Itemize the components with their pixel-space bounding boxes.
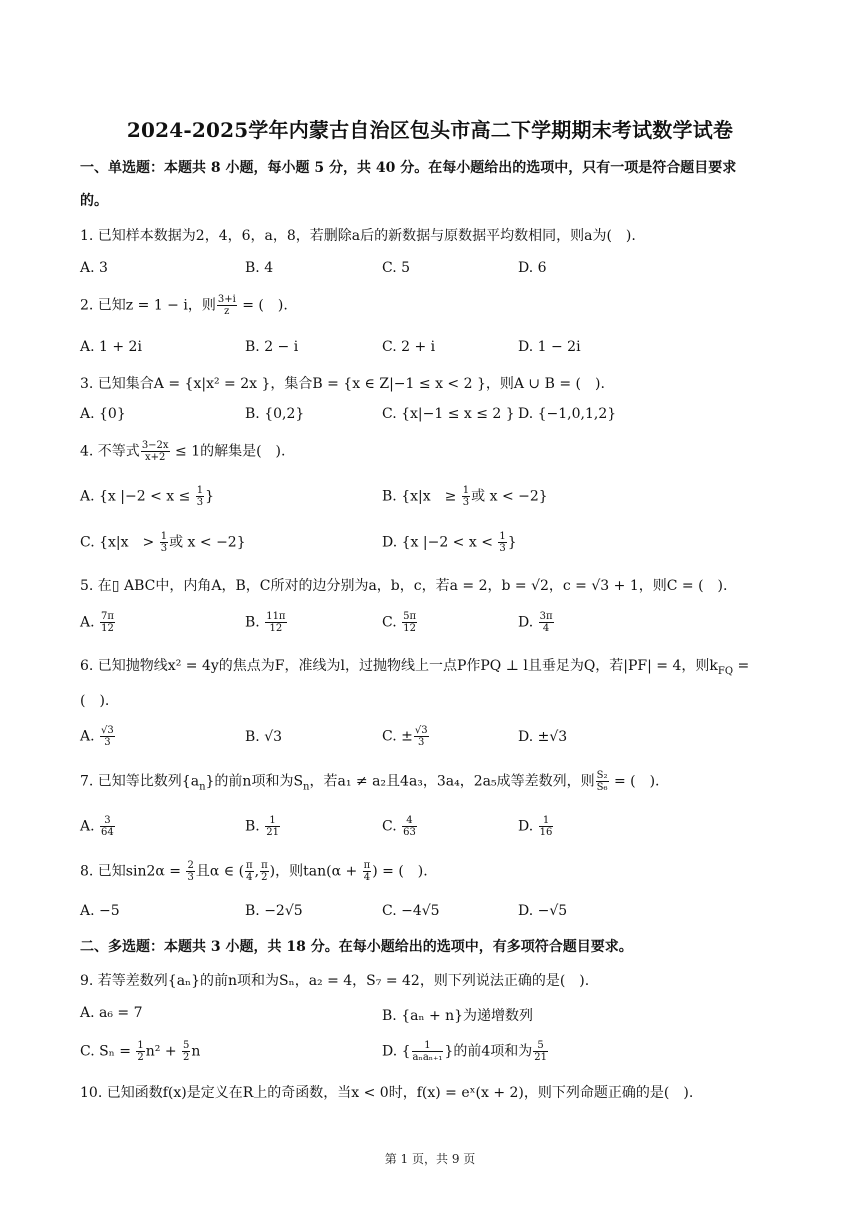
q8-stem-post: ) = ( ). [372, 863, 428, 880]
q8-frac-4 [363, 860, 372, 883]
q5-a-den: 12 [101, 623, 114, 634]
q7-a-label: A. [80, 818, 95, 835]
q9-d-num2: 5 [533, 1040, 548, 1052]
q7-b-num: 1 [265, 815, 280, 827]
q8-option-c: C. −4√5 [382, 903, 440, 919]
q8-frac-2 [245, 860, 254, 883]
q1-option-a: A. 3 [80, 260, 108, 276]
q7-d-frac [539, 815, 554, 838]
q9-c-num1: 1 [137, 1040, 144, 1051]
q4-frac-num: 3−2x [141, 440, 169, 451]
q9-c-num2: 5 [183, 1040, 190, 1051]
question-7-stem [80, 770, 660, 793]
q9-option-d [382, 1040, 549, 1063]
q4-fraction [141, 440, 170, 463]
question-8-stem [80, 860, 428, 883]
question-3-stem: 3. 已知集合A = {x|x² = 2x }，集合B = {x ∈ Z|−1 ≤ x < 2 }，则A ∪ B = ( ). [80, 376, 605, 392]
q7-stem-mid: }的前n项和为S [205, 773, 304, 790]
q2-option-a: A. 1 + 2i [80, 339, 142, 355]
q4-a-pre: A. {x |−2 < x ≤ [80, 488, 195, 505]
q9-d-frac-2 [533, 1040, 548, 1063]
q4-option-b [382, 485, 548, 508]
q4-a-num: 1 [196, 485, 204, 496]
q6-c-frac [414, 725, 429, 748]
q7-option-c [382, 815, 418, 838]
q6-line1: 6. 已知抛物线x² = 4y的焦点为F，准线为l，过抛物线上一点P作PQ ⊥ l且垂足为Q，若|PF| = 4，则k [80, 658, 718, 674]
q5-d-den: 4 [542, 623, 550, 634]
q9-c-frac-2 [182, 1040, 190, 1063]
q2-fraction [217, 294, 237, 317]
q4-b-den: 3 [462, 497, 470, 508]
q9-d-frac-1 [412, 1040, 444, 1063]
q8-stem-pre: 8. 已知sin2α = [80, 863, 186, 880]
q5-c-label: C. [382, 614, 397, 631]
q5-a-label: A. [80, 614, 95, 631]
q8-frac-1 [186, 860, 194, 883]
q3-option-a: A. {0} [80, 406, 126, 422]
q5-d-frac [539, 611, 554, 634]
q5-b-den: 12 [269, 623, 283, 634]
q7-sub-n2: n [303, 781, 310, 793]
q6-option-b: B. √3 [245, 729, 283, 745]
question-9-stem: 9. 若等差数列{aₙ}的前n项和为Sₙ，a₂ = 4，S₇ = 42，则下列说法正确的是( ). [80, 973, 590, 989]
q8-stem-mid2: )，则tan(α + [269, 863, 362, 880]
q8-stem-mid: 且α ∈ ( [195, 863, 245, 880]
q5-b-frac [265, 611, 286, 634]
q7-stem-mid2: ，若a₁ ≠ a₂且4a₃，3a₄，2a₅成等差数列，则 [309, 773, 595, 790]
section-1-heading: 一、单选题：本题共 8 小题，每小题 5 分，共 40 分。在每小题给出的选项中，只有一项是符合题目要求 [80, 160, 737, 176]
q8-frac-3 [260, 860, 269, 883]
q9-d-pre: D. { [382, 1043, 411, 1060]
q6-c-den: 3 [418, 737, 425, 748]
q6-option-a [80, 725, 116, 748]
q6-c-num: √3 [414, 725, 428, 736]
q4-stem-post: ≤ 1的解集是( ). [170, 443, 286, 460]
q5-option-d [518, 611, 555, 634]
q7-option-d [518, 815, 554, 838]
q1-option-b: B. 4 [245, 260, 274, 276]
q9-c-post: n [191, 1043, 201, 1060]
q9-c-den2: 2 [183, 1052, 190, 1063]
q8-frac3-den: 2 [261, 872, 268, 883]
q6-a-den: 3 [104, 737, 111, 748]
q4-d-num: 1 [499, 531, 506, 542]
q5-b-num: 11π [266, 611, 286, 622]
page-footer: 第 1 页，共 9 页 [384, 1152, 476, 1166]
q5-option-a [80, 611, 116, 634]
section-1-heading-cont: 的。 [80, 193, 108, 209]
q7-option-a [80, 815, 116, 838]
q4-option-d [382, 531, 517, 554]
q6-tail: = [733, 658, 750, 674]
q2-frac-den: z [224, 306, 230, 317]
question-1-stem: 1. 已知样本数据为2，4，6，a，8，若删除a后的新数据与原数据平均数相同，则a为( ). [80, 228, 636, 244]
q4-b-frac [462, 485, 470, 508]
q6-subscript: FQ [717, 665, 734, 677]
q4-c-num: 1 [160, 531, 168, 542]
q7-stem-post: = ( ). [609, 773, 660, 790]
q5-c-num: 5π [403, 611, 417, 622]
q8-option-a: A. −5 [80, 903, 120, 919]
question-6-stem [80, 655, 749, 677]
q1-option-d: D. 6 [518, 260, 547, 276]
q7-a-den: 64 [101, 827, 114, 838]
question-5-stem: 5. 在▯ ABC中，内角A，B，C所对的边分别为a，b，c，若a = 2，b = √2，c = √3 + 1，则C = ( ). [80, 578, 728, 594]
q4-option-a [80, 485, 214, 508]
q1-option-c: C. 5 [382, 260, 411, 276]
q9-option-b: B. {aₙ + n}为递增数列 [382, 1008, 534, 1024]
q7-frac-num: S₂ [596, 770, 608, 781]
q7-sub-n1: n [199, 781, 206, 793]
question-4-stem [80, 440, 285, 463]
q4-d-frac [498, 531, 506, 554]
q9-c-den1: 2 [137, 1052, 144, 1063]
q4-b-post: 或 x < −2} [471, 488, 548, 505]
q8-option-d: D. −√5 [518, 903, 568, 919]
q7-d-num: 1 [539, 815, 554, 827]
q7-frac-den: S₆ [596, 782, 608, 793]
q4-d-post: } [507, 534, 517, 551]
q4-c-post: 或 x < −2} [169, 534, 246, 551]
q7-c-frac [402, 815, 417, 838]
question-10-stem: 10. 已知函数f(x)是定义在R上的奇函数，当x < 0时，f(x) = eˣ(x + 2)，则下列命题正确的是( ). [80, 1085, 694, 1101]
q9-d-den2: 21 [534, 1052, 547, 1063]
q3-option-c: C. {x|−1 ≤ x ≤ 2 } [382, 406, 515, 422]
q8-frac1-den: 3 [187, 872, 194, 883]
q2-stem-pre: 2. 已知z = 1 − i，则 [80, 297, 216, 314]
q8-option-b: B. −2√5 [245, 903, 303, 919]
q8-frac3-num: π [261, 860, 268, 871]
q4-a-den: 3 [196, 497, 204, 508]
q7-stem-pre: 7. 已知等比数列{a [80, 773, 200, 790]
q5-a-num: 7π [101, 611, 114, 622]
q7-b-label: B. [245, 818, 260, 835]
q9-c-frac-1 [136, 1040, 144, 1063]
q5-b-label: B. [245, 614, 260, 631]
q4-c-pre: C. {x|x > [80, 534, 159, 551]
q2-frac-num: 3+i [217, 294, 236, 305]
q8-frac4-den: 4 [363, 872, 371, 883]
q7-a-frac [100, 815, 115, 838]
q4-c-frac [160, 531, 168, 554]
q6-option-c [382, 725, 430, 748]
q4-d-pre: D. {x |−2 < x < [382, 534, 498, 551]
q6-a-num: √3 [101, 725, 114, 736]
q5-c-frac [402, 611, 417, 634]
q4-option-c [80, 531, 246, 554]
question-2-stem [80, 294, 288, 317]
q7-d-label: D. [518, 818, 534, 835]
q2-option-d: D. 1 − 2i [518, 339, 581, 355]
q9-d-den: aₙaₙ₊₁ [412, 1052, 443, 1063]
q7-a-num: 3 [100, 815, 115, 827]
q9-c-pre: C. Sₙ = [80, 1043, 136, 1060]
q4-b-pre: B. {x|x ≥ [382, 488, 461, 505]
q8-frac2-num: π [246, 860, 253, 871]
q4-c-den: 3 [160, 543, 168, 554]
q6-a-frac [100, 725, 115, 748]
q4-frac-den: x+2 [144, 452, 166, 463]
q9-d-num: 1 [412, 1040, 444, 1052]
q5-d-label: D. [518, 614, 534, 631]
q7-d-den: 16 [539, 827, 553, 838]
q5-option-c [382, 611, 418, 634]
q7-c-label: C. [382, 818, 397, 835]
q8-frac4-num: π [363, 860, 371, 871]
q6-option-d: D. ±√3 [518, 729, 568, 745]
q7-c-den: 63 [403, 827, 416, 838]
q7-fraction [596, 770, 609, 793]
q5-c-den: 12 [403, 623, 416, 634]
q3-option-d: D. {−1,0,1,2} [518, 406, 617, 422]
q8-frac2-den: 4 [246, 872, 253, 883]
q5-d-num: 3π [539, 611, 553, 622]
q9-c-mid: n² + [145, 1043, 182, 1060]
q7-b-den: 21 [266, 827, 279, 838]
q9-d-mid: }的前4项和为 [444, 1043, 533, 1060]
q9-option-a: A. a₆ = 7 [80, 1005, 143, 1021]
q4-a-post: } [205, 488, 215, 505]
q5-option-b [245, 611, 288, 634]
page-title: 2024-2025学年内蒙古自治区包头市高二下学期期末考试数学试卷 [126, 118, 734, 142]
q4-a-frac [196, 485, 204, 508]
q4-stem-pre: 4. 不等式 [80, 443, 140, 460]
question-6-stem-cont: ( ). [80, 693, 110, 709]
q2-option-b: B. 2 − i [245, 339, 299, 355]
q8-comma: , [254, 863, 260, 880]
q6-a-pre: A. [80, 728, 95, 745]
q2-stem-post: = ( ). [237, 297, 288, 314]
q9-option-c [80, 1040, 200, 1063]
q7-c-num: 4 [402, 815, 417, 827]
q7-b-frac [265, 815, 280, 838]
q8-frac1-num: 2 [187, 860, 194, 871]
q5-a-frac [100, 611, 115, 634]
q7-option-b [245, 815, 281, 838]
q4-b-num: 1 [462, 485, 470, 496]
section-2-heading: 二、多选题：本题共 3 小题，共 18 分。在每小题给出的选项中，有多项符合题目要求。 [80, 939, 633, 955]
q4-d-den: 3 [499, 543, 506, 554]
q3-option-b: B. {0,2} [245, 406, 305, 422]
q6-c-pre: C. ± [382, 728, 413, 745]
q2-option-c: C. 2 + i [382, 339, 436, 355]
